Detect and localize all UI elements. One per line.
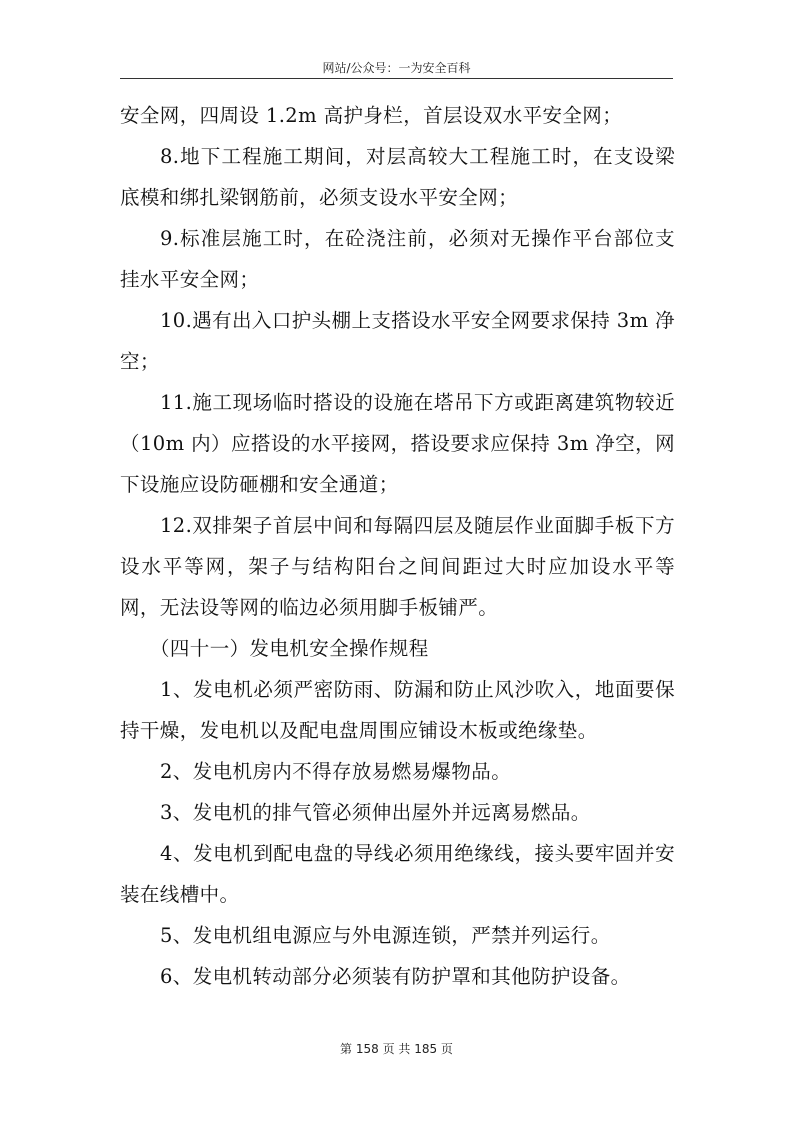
paragraph: 8.地下工程施工期间，对层高较大工程施工时，在支设梁底模和绑扎梁钢筋前，必须支设水平安全网； [120,145,675,209]
paragraph: 9.标准层施工时，在砼浇注前，必须对无操作平台部位支挂水平安全网； [120,227,675,291]
paragraph: 5、发电机组电源应与外电源连锁，严禁并列运行。 [160,924,611,947]
document-body [120,95,675,997]
paragraph: 1、发电机必须严密防雨、防漏和防止风沙吹入，地面要保持干燥，发电机以及配电盘周围应铺设木板或绝缘垫。 [120,678,675,742]
paragraph: 6、发电机转动部分必须装有防护罩和其他防护设备。 [160,965,631,988]
paragraph: 4、发电机到配电盘的导线必须用绝缘线，接头要牢固并安装在线槽中。 [120,842,675,906]
page-footer: 第 158 页 共 185 页 [340,1042,453,1056]
paragraph: 安全网，四周设 1.2m 高护身栏，首层设双水平安全网； [120,104,623,127]
section-heading: （四十一）发电机安全操作规程 [150,637,429,660]
paragraph: 10.遇有出入口护头棚上支搭设水平安全网要求保持 3m 净空； [120,309,675,373]
paragraph: 3、发电机的排气管必须伸出屋外并远离易燃品。 [160,801,591,824]
paragraph: 11.施工现场临时搭设的设施在塔吊下方或距离建筑物较近（10m 内）应搭设的水平接网，搭设要求应保持 3m 净空，网下设施应设防砸棚和安全通道； [120,391,675,496]
page-header: 网站/公众号：一为安全百科 [322,61,471,75]
header-divider [120,78,673,79]
paragraph: 2、发电机房内不得存放易燃易爆物品。 [160,760,512,783]
paragraph: 12.双排架子首层中间和每隔四层及随层作业面脚手板下方设水平等网，架子与结构阳台之间间距过大时应加设水平等网，无法设等网的临边必须用脚手板铺严。 [120,514,675,619]
